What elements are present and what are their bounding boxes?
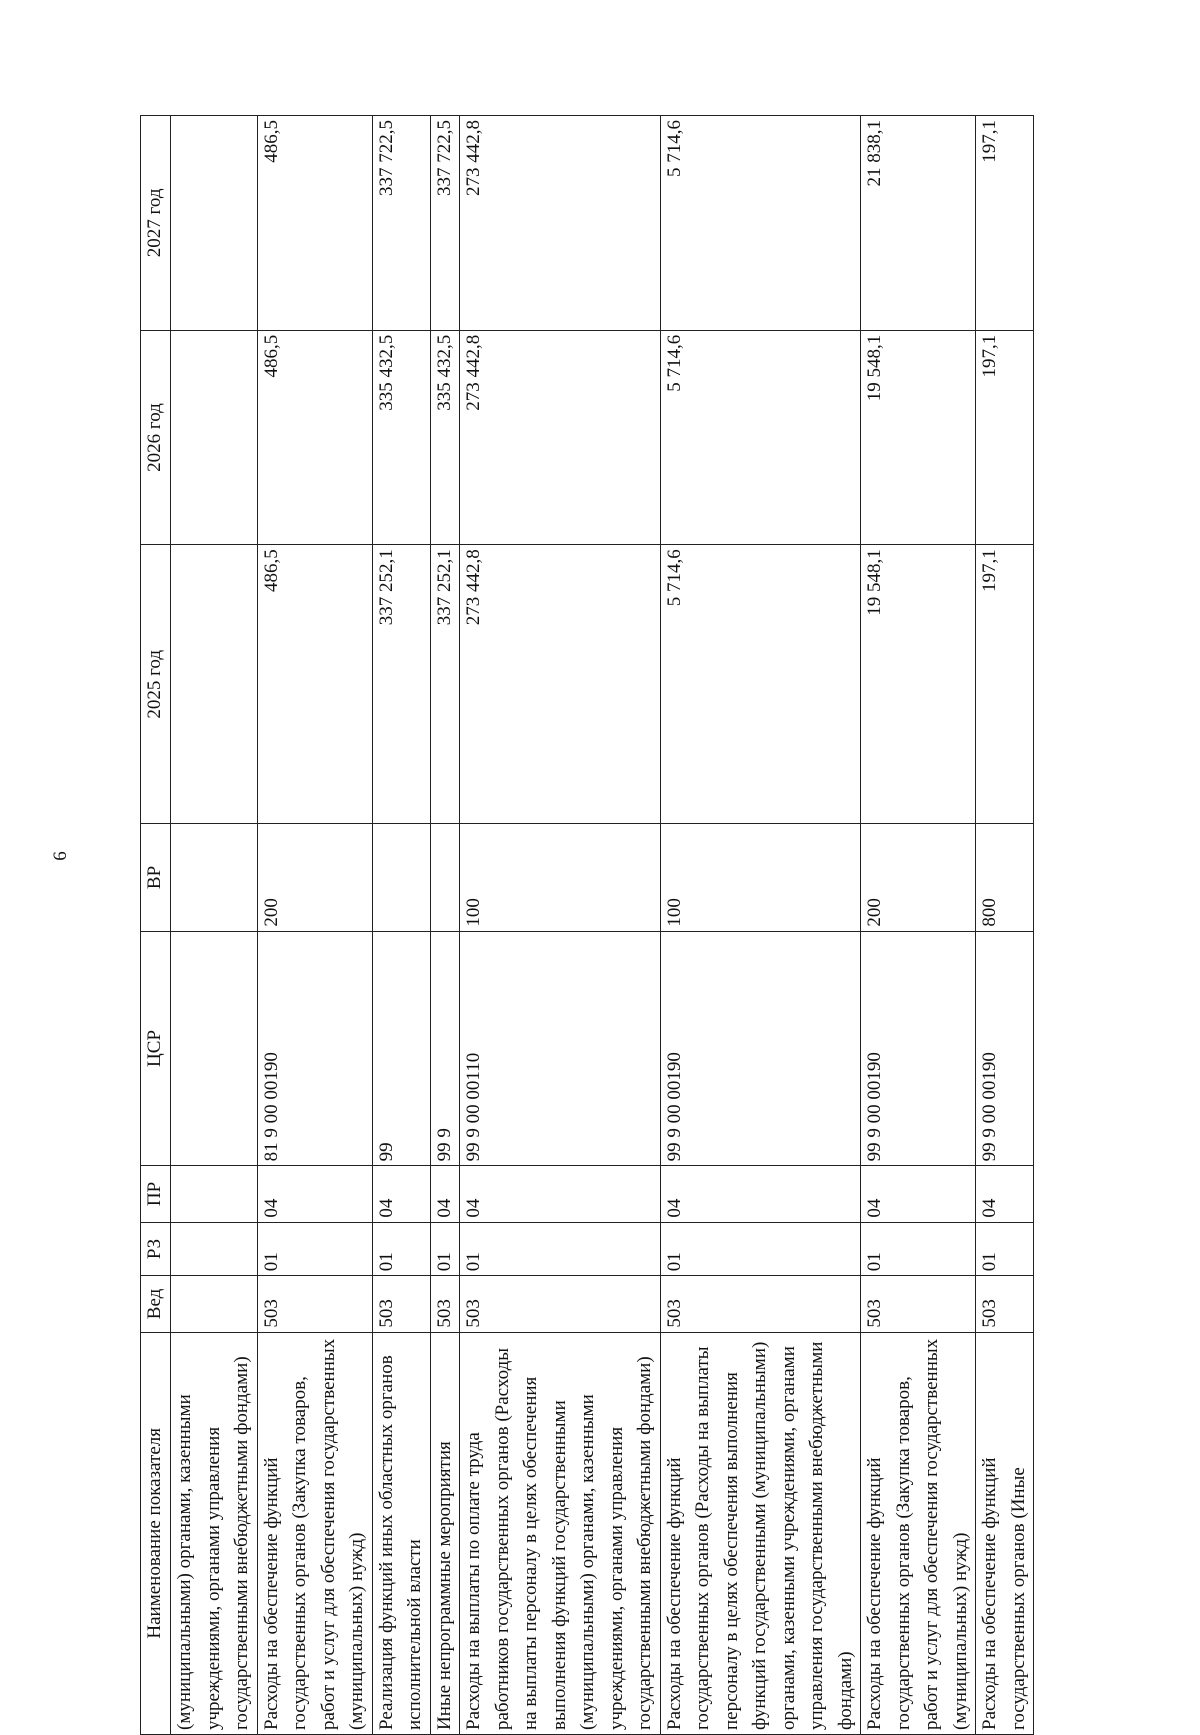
header-2027: 2027 год — [141, 116, 171, 331]
row-2027: 337 722,5 — [430, 116, 460, 331]
row-2026: 19 548,1 — [861, 330, 976, 545]
row-2026: 273 442,8 — [460, 330, 661, 545]
row-pr: 04 — [257, 1166, 372, 1222]
row-csr: 99 9 00 00190 — [660, 931, 861, 1166]
row-2025 — [171, 545, 258, 824]
row-2027: 273 442,8 — [460, 116, 661, 331]
row-2027 — [171, 116, 258, 331]
budget-table — [140, 115, 1034, 1735]
row-csr — [171, 931, 258, 1166]
row-2026: 486,5 — [257, 330, 372, 545]
header-2026: 2026 год — [141, 330, 171, 545]
table-row — [861, 116, 976, 1735]
row-vr — [430, 824, 460, 931]
row-2027: 21 838,1 — [861, 116, 976, 331]
row-csr: 81 9 00 00190 — [257, 931, 372, 1166]
row-ved: 503 — [660, 1276, 861, 1332]
row-pr: 04 — [861, 1166, 976, 1222]
row-name: Расходы на обеспечение функций государственных органов (Иные — [976, 1332, 1034, 1734]
row-rz: 01 — [660, 1222, 861, 1276]
row-2026: 5 714,6 — [660, 330, 861, 545]
row-2026: 197,1 — [976, 330, 1034, 545]
row-2025: 19 548,1 — [861, 545, 976, 824]
row-name: Расходы на обеспечение функций государственных органов (Закупка товаров, работ и услуг для обеспечения государственных (муниципальных) нужд) — [861, 1332, 976, 1734]
row-csr: 99 — [372, 931, 430, 1166]
row-pr: 04 — [372, 1166, 430, 1222]
row-2027: 5 714,6 — [660, 116, 861, 331]
header-vr: ВР — [141, 824, 171, 931]
row-name: Расходы на выплаты по оплате труда работников государственных органов (Расходы на выплаты персоналу в целях обеспечения выполнения функций государственными (муниципальными) органами, казенными учреждениями, органами управления государственными внебюджетными фондами) — [460, 1332, 661, 1734]
row-csr: 99 9 — [430, 931, 460, 1166]
row-2026 — [171, 330, 258, 545]
table-rotation-wrapper — [140, 115, 1029, 1735]
table-row — [430, 116, 460, 1735]
row-ved: 503 — [460, 1276, 661, 1332]
row-2027: 337 722,5 — [372, 116, 430, 331]
header-csr: ЦСР — [141, 931, 171, 1166]
rotated-table-container — [140, 115, 1029, 1735]
row-csr: 99 9 00 00190 — [976, 931, 1034, 1166]
header-pr: ПР — [141, 1166, 171, 1222]
table-row — [460, 116, 661, 1735]
header-2025: 2025 год — [141, 545, 171, 824]
row-vr: 200 — [257, 824, 372, 931]
row-ved: 503 — [861, 1276, 976, 1332]
row-vr: 100 — [460, 824, 661, 931]
row-2025: 337 252,1 — [430, 545, 460, 824]
row-name: Расходы на обеспечение функций государственных органов (Закупка товаров, работ и услуг для обеспечения государственных (муниципальных) нужд) — [257, 1332, 372, 1734]
row-rz: 01 — [976, 1222, 1034, 1276]
row-name: (муниципальными) органами, казенными учреждениями, органами управления государственными внебюджетными фондами) — [171, 1332, 258, 1734]
row-2025: 337 252,1 — [372, 545, 430, 824]
row-2027: 197,1 — [976, 116, 1034, 331]
row-rz: 01 — [372, 1222, 430, 1276]
row-rz: 01 — [430, 1222, 460, 1276]
row-2025: 197,1 — [976, 545, 1034, 824]
table-row — [976, 116, 1034, 1735]
row-rz: 01 — [257, 1222, 372, 1276]
row-vr — [372, 824, 430, 931]
page-number: 6 — [50, 851, 71, 861]
row-vr — [171, 824, 258, 931]
row-csr: 99 9 00 00190 — [861, 931, 976, 1166]
row-rz: 01 — [460, 1222, 661, 1276]
table-header-row — [141, 116, 171, 1735]
row-2025: 486,5 — [257, 545, 372, 824]
row-pr: 04 — [660, 1166, 861, 1222]
row-ved: 503 — [430, 1276, 460, 1332]
row-ved: 503 — [976, 1276, 1034, 1332]
row-pr — [171, 1166, 258, 1222]
row-2025: 273 442,8 — [460, 545, 661, 824]
row-pr: 04 — [430, 1166, 460, 1222]
row-ved — [171, 1276, 258, 1332]
row-pr: 04 — [976, 1166, 1034, 1222]
row-ved: 503 — [372, 1276, 430, 1332]
table-row — [257, 116, 372, 1735]
row-csr: 99 9 00 00110 — [460, 931, 661, 1166]
row-2025: 5 714,6 — [660, 545, 861, 824]
row-vr: 800 — [976, 824, 1034, 931]
table-row — [372, 116, 430, 1735]
row-2027: 486,5 — [257, 116, 372, 331]
row-name: Расходы на обеспечение функций государственных органов (Расходы на выплаты персоналу в целях обеспечения выполнения функций государственными (муниципальными) органами, казенными учреждениями, органами управления государственными внебюджетными фондами) — [660, 1332, 861, 1734]
row-vr: 100 — [660, 824, 861, 931]
header-ved: Вед — [141, 1276, 171, 1332]
row-2026: 335 432,5 — [372, 330, 430, 545]
row-pr: 04 — [460, 1166, 661, 1222]
row-rz: 01 — [861, 1222, 976, 1276]
row-rz — [171, 1222, 258, 1276]
table-row — [660, 116, 861, 1735]
row-name: Иные непрограммные мероприятия — [430, 1332, 460, 1734]
row-2026: 335 432,5 — [430, 330, 460, 545]
header-name: Наименование показателя — [141, 1332, 171, 1734]
row-vr: 200 — [861, 824, 976, 931]
header-rz: РЗ — [141, 1222, 171, 1276]
row-ved: 503 — [257, 1276, 372, 1332]
row-name: Реализация функций иных областных органов исполнительной власти — [372, 1332, 430, 1734]
table-row — [171, 116, 258, 1735]
